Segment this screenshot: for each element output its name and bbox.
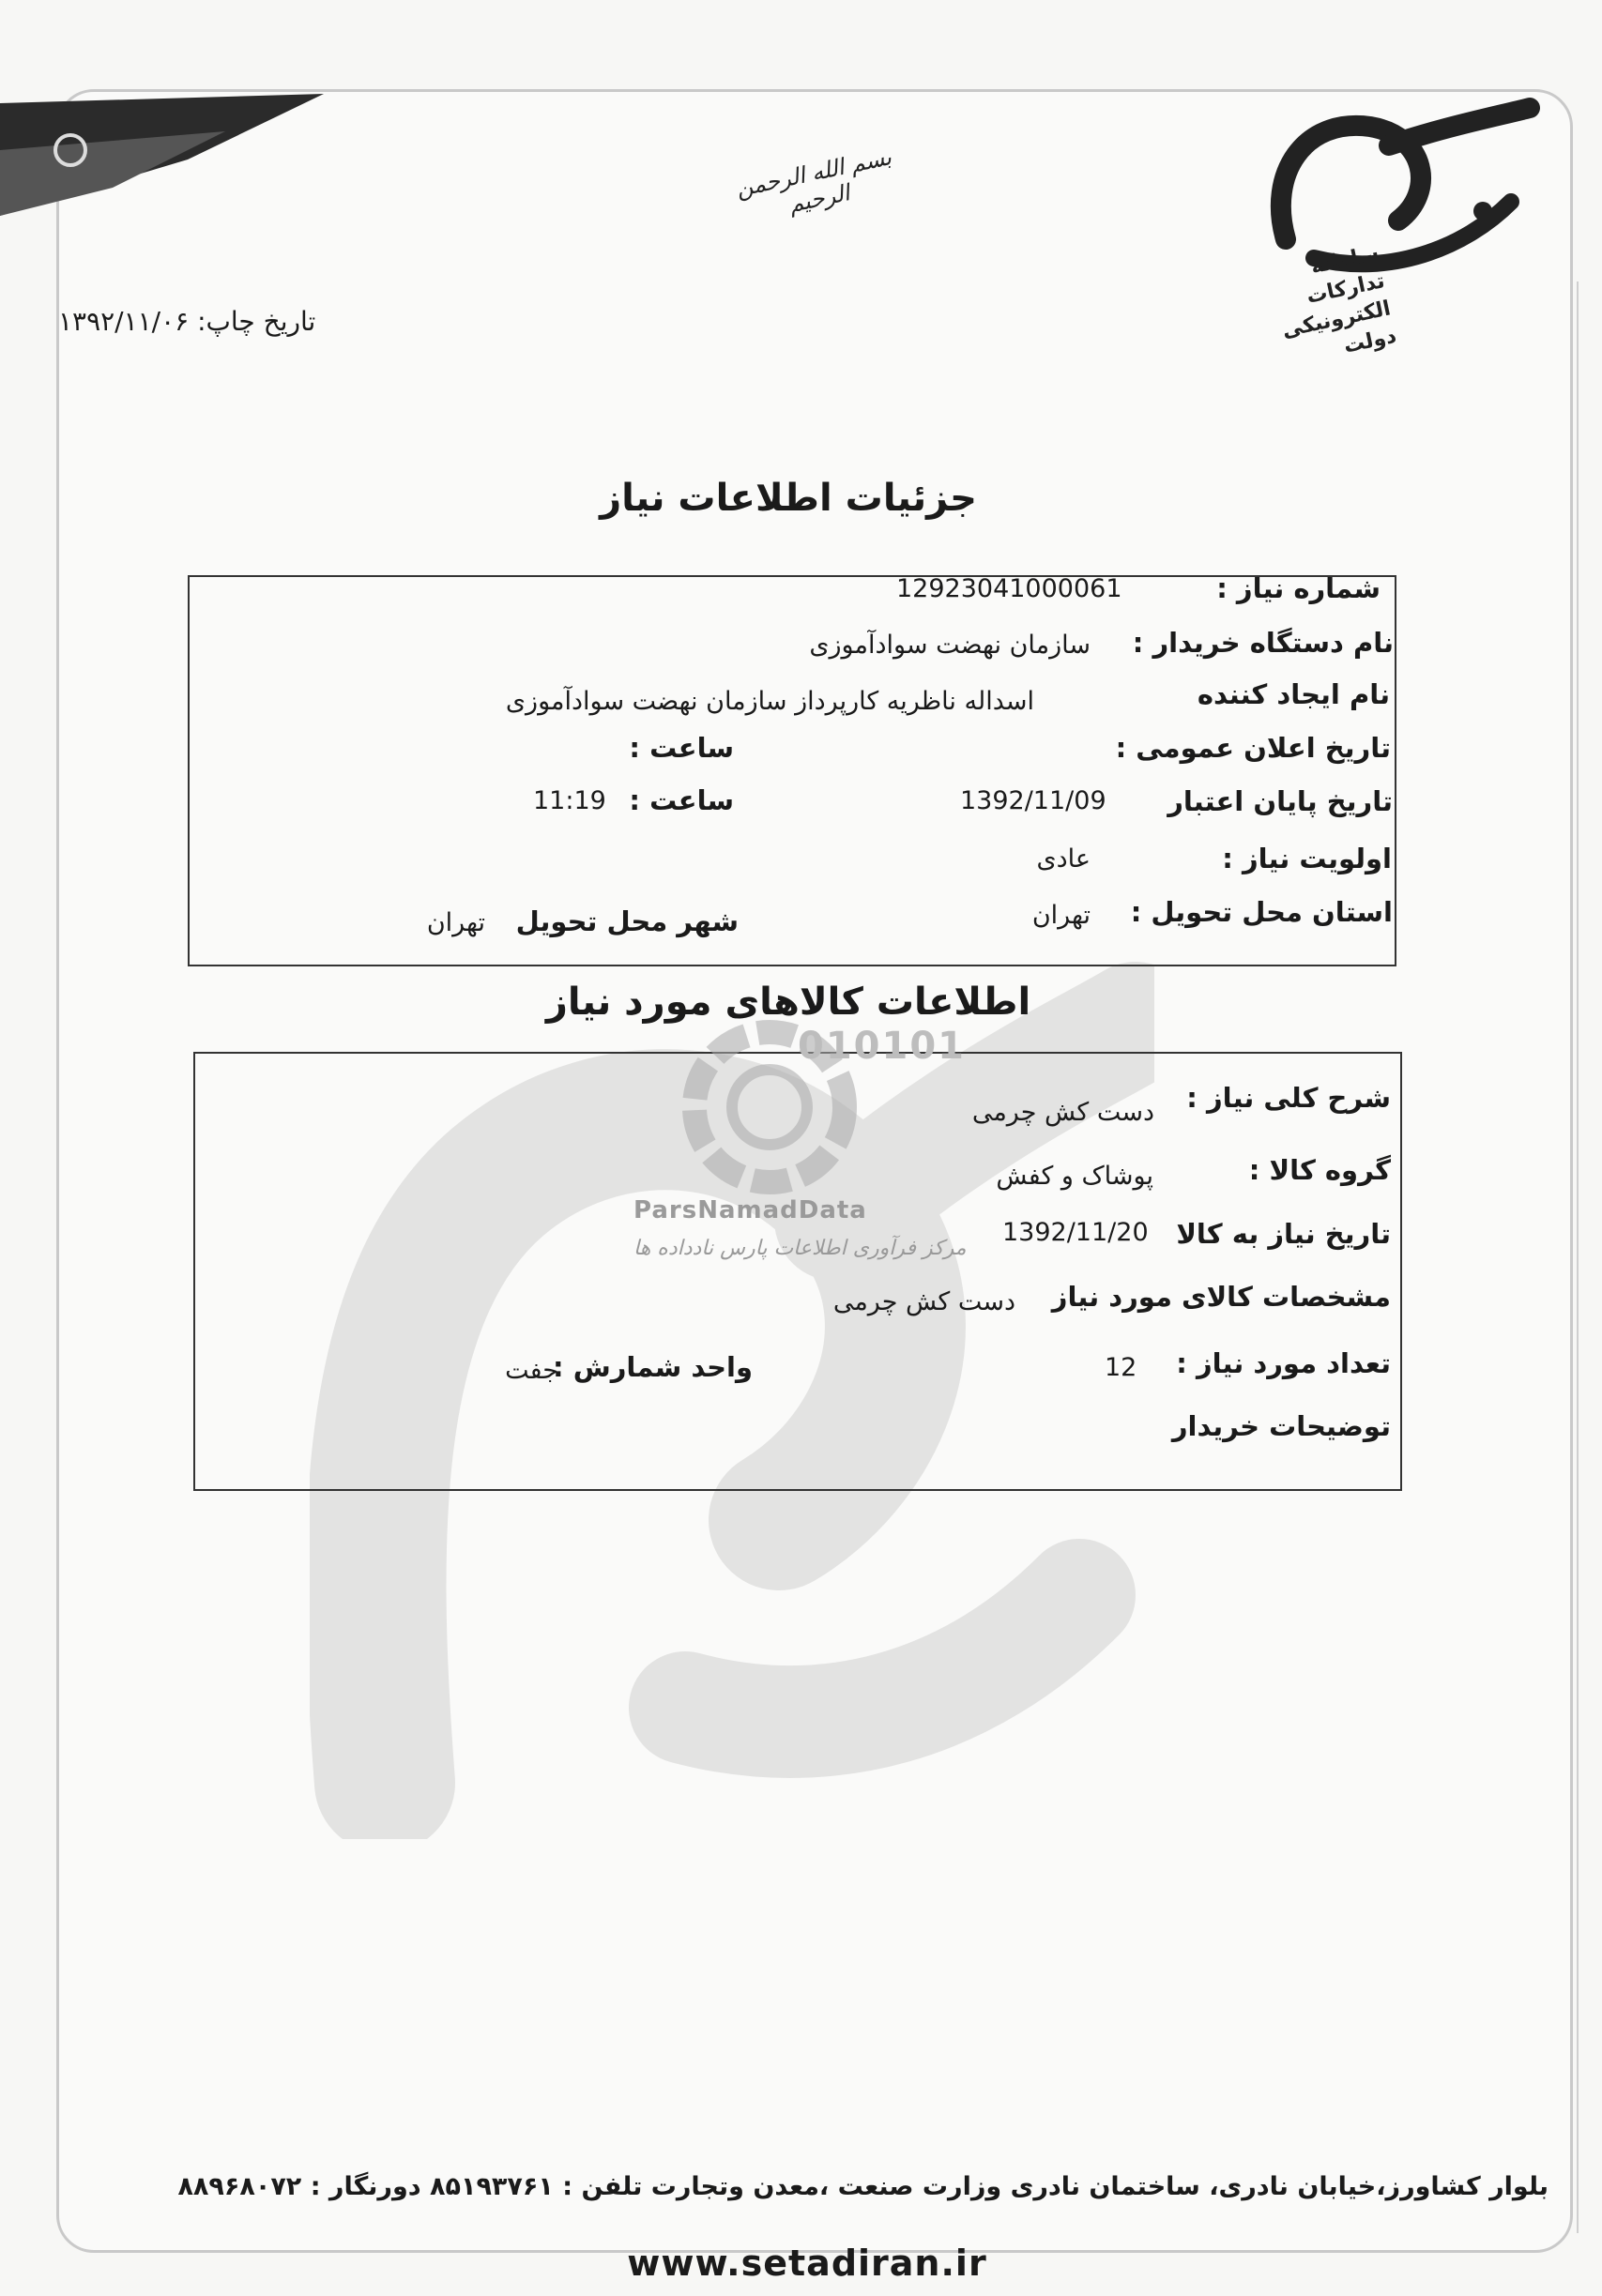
emblem-band bbox=[0, 94, 338, 216]
details-title: جزئیات اطلاعات نیاز bbox=[600, 477, 977, 520]
need-number-value: 12923041000061 bbox=[896, 574, 1122, 603]
creator-label: نام ایجاد کننده bbox=[1197, 678, 1390, 710]
qty-label: تعداد مورد نیاز : bbox=[1176, 1347, 1391, 1379]
qty-value: 12 bbox=[1105, 1353, 1137, 1382]
city-label: شهر محل تحویل bbox=[515, 905, 739, 937]
creator-value: اسداله ناظریه کارپرداز سازمان نهضت سوادآموزی bbox=[505, 687, 1034, 716]
group-label: گروه کالا : bbox=[1248, 1154, 1391, 1186]
need-date-value: 1392/11/20 bbox=[1002, 1218, 1149, 1247]
spec-value: دست کش چرمی bbox=[832, 1287, 1015, 1316]
footer-address: بلوار کشاورز،خیابان نادری، ساختمان نادری وزارت صنعت ،معدن وتجارت تلفن : ۸۵۱۹۳۷۶۱ دورنگار : ۸۸۹۶۸۰۷۲ bbox=[177, 2172, 1549, 2201]
announce-label: تاریخ اعلان عمومی : bbox=[1115, 732, 1391, 764]
expiry-date-value: 1392/11/09 bbox=[960, 786, 1106, 815]
unit-value: جفت bbox=[505, 1356, 558, 1385]
expiry-time-label: ساعت : bbox=[629, 784, 734, 816]
city-value: تهران bbox=[426, 908, 485, 937]
buyer-label: نام دستگاه خریدار : bbox=[1132, 627, 1394, 659]
desc-value: دست کش چرمی bbox=[971, 1098, 1154, 1127]
need-number-label: شماره نیاز : bbox=[1216, 572, 1381, 604]
group-value: پوشاک و کفش bbox=[996, 1162, 1153, 1191]
priority-label: اولویت نیاز : bbox=[1222, 843, 1392, 874]
parsnamad-name: ParsNamadData bbox=[633, 1196, 867, 1224]
priority-value: عادی bbox=[1036, 844, 1091, 874]
right-edge-line bbox=[1577, 281, 1579, 2233]
notes-label: توضیحات خریدار bbox=[1171, 1410, 1391, 1442]
unit-label: واحد شمارش : bbox=[553, 1351, 753, 1383]
basmala bbox=[723, 144, 910, 263]
province-value: تهران bbox=[1031, 901, 1091, 930]
goods-title: اطلاعات کالاهای مورد نیاز bbox=[545, 981, 1031, 1024]
expiry-time-value: 11:19 bbox=[533, 786, 606, 815]
desc-label: شرح کلی نیاز : bbox=[1186, 1082, 1391, 1114]
parsnamad-sub: مرکز فرآوری اطلاعات پارس نادداده ها bbox=[633, 1237, 967, 1260]
need-date-label: تاریخ نیاز به کالا bbox=[1176, 1218, 1391, 1250]
print-date: تاریخ چاپ: ۱۳۹۲/۱۱/۰۶ bbox=[58, 306, 316, 337]
buyer-value: سازمان نهضت سوادآموزی bbox=[809, 631, 1091, 660]
logo-caption: سامانه تدارکات الکترونیکی دولت bbox=[1280, 241, 1399, 358]
parsnamad-binary: 010101 bbox=[798, 1025, 966, 1068]
basmala-text: بسم الله الرحمن الرحیم bbox=[733, 144, 894, 219]
announce-time-label: ساعت : bbox=[629, 732, 734, 764]
spec-label: مشخصات کالای مورد نیاز bbox=[1051, 1281, 1391, 1313]
expiry-label: تاریخ پایان اعتبار bbox=[1167, 785, 1393, 817]
province-label: استان محل تحویل : bbox=[1130, 896, 1393, 928]
footer-url: www.setadiran.ir bbox=[627, 2243, 987, 2284]
